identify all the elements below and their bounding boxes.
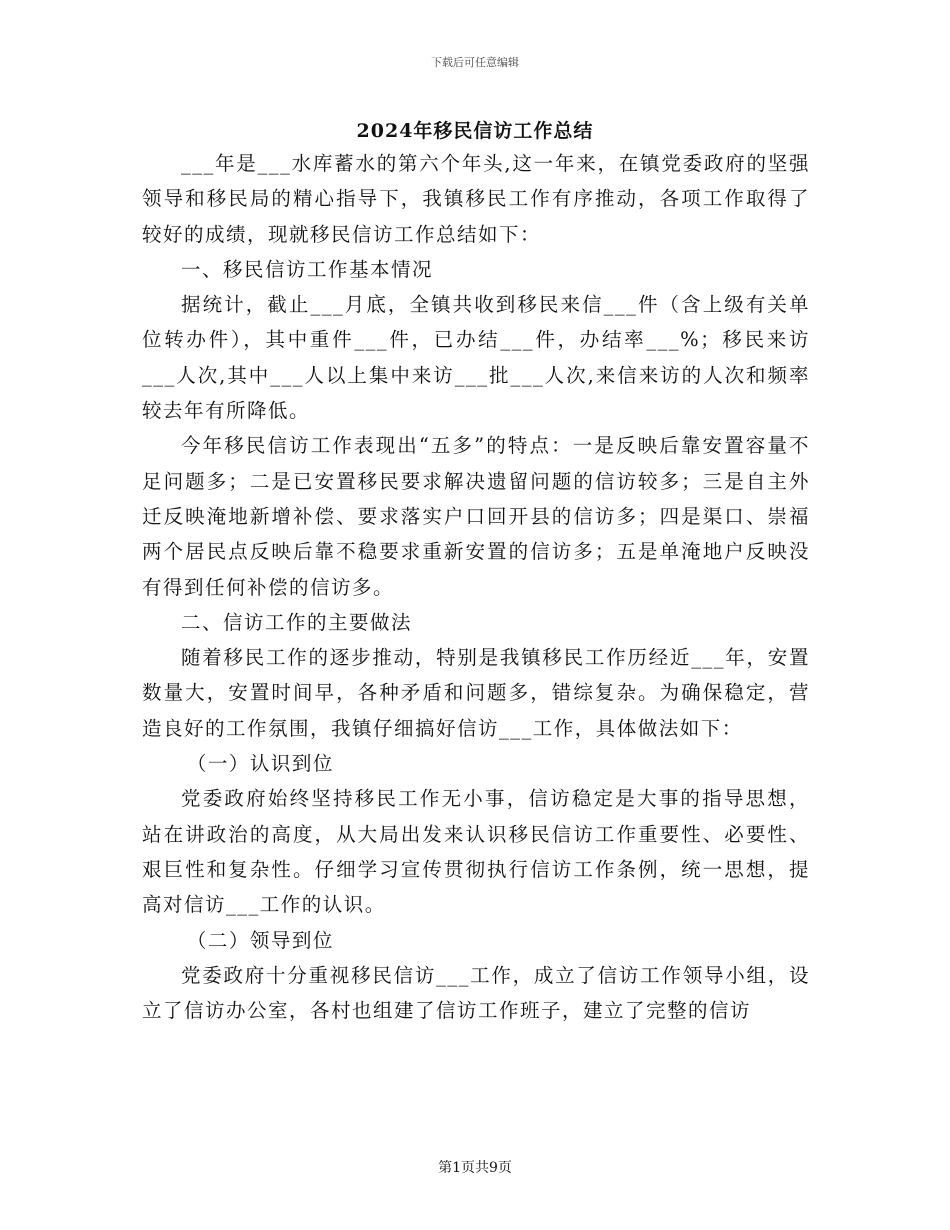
- page-number-footer: 第1页共9页: [438, 1160, 512, 1176]
- five-features-paragraph: 今年移民信访工作表现出“五多”的特点：一是反映后靠安置容量不足问题多；二是已安置移民要求解决遗留问题的信访较多；三是自主外迁反映淹地新增补偿、要求落实户口回开县的信访多；四是渠口、崇福两个居民点反映后靠不稳要求重新安置的信访多；五是单淹地户反映没有得到任何补偿的信访多。: [142, 434, 810, 599]
- section-heading-main-practices: 二、信访工作的主要做法: [181, 610, 413, 634]
- statistics-paragraph: 据统计，截止___月底，全镇共收到移民来信___件（含上级有关单位转办件），其中重件___件，已办结___件，办结率___%；移民来访___人次,其中___人以上集中来访___批___人次,来信来访的人次和频率较去年有所降低。: [142, 293, 810, 423]
- header-note: 下载后可任意编辑: [431, 56, 519, 69]
- section-heading-basic-situation: 一、移民信访工作基本情况: [181, 257, 434, 281]
- practices-intro-paragraph: 随着移民工作的逐步推动，特别是我镇移民工作历经近___年，安置数量大，安置时间早，各种矛盾和问题多，错综复杂。为确保稳定，营造良好的工作氛围，我镇仔细搞好信访___工作，具体做法如下：: [142, 646, 810, 740]
- awareness-paragraph: 党委政府始终坚持移民工作无小事，信访稳定是大事的指导思想，站在讲政治的高度，从大局出发来认识移民信访工作重要性、必要性、艰巨性和复杂性。仔细学习宣传贯彻执行信访工作条例，统一思想，提高对信访___工作的认识。: [142, 787, 810, 917]
- intro-paragraph: ___年是___水库蓄水的第六个年头,这一年来，在镇党委政府的坚强领导和移民局的精心指导下，我镇移民工作有序推动，各项工作取得了较好的成绩，现就移民信访工作总结如下：: [142, 152, 810, 246]
- subheading-awareness: （一）认识到位: [186, 752, 334, 776]
- document-body: [142, 146, 810, 1028]
- leadership-paragraph: 党委政府十分重视移民信访___工作，成立了信访工作领导小组，设立了信访办公室，各村也组建了信访工作班子，建立了完整的信访: [142, 963, 810, 1023]
- document-title: 2024年移民信访工作总结: [356, 120, 594, 142]
- subheading-leadership: （二）领导到位: [186, 928, 334, 952]
